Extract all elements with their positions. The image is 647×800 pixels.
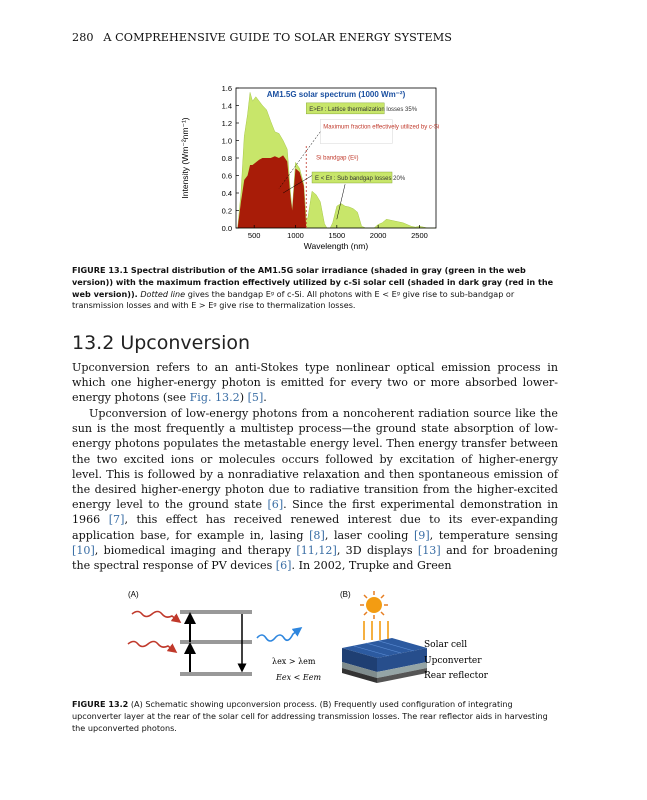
page-number: 280 xyxy=(72,31,94,44)
annotation-box-max xyxy=(320,120,392,144)
link-ref-9[interactable]: [9] xyxy=(413,528,430,542)
panel-a-label: (A) xyxy=(128,590,139,599)
caption-bold-text: Spectral distribution of the AM1.5G solar irradiance (shaded in gray (green in the web version)) with the maximum fraction effectively utilized by c-Si solar cell (shaded in dark gray (red in the web version)). xyxy=(72,265,554,299)
label-upconverter: Upconverter xyxy=(424,656,482,666)
para2-text-2: . Since the first experimental demonstration in 1966 xyxy=(72,498,558,527)
link-fig-13-2[interactable]: Fig. 13.2 xyxy=(189,391,240,405)
running-header xyxy=(72,31,452,44)
link-ref-11-12[interactable]: [11,12] xyxy=(296,543,337,557)
solar-cell-stack xyxy=(342,638,427,683)
link-ref-8[interactable]: [8] xyxy=(309,528,325,542)
paragraph-1: Upconversion refers to an anti-Stokes type nonlinear optical emission process in which one higher-energy photon is emitted for every two or more absorbed lower-energy photons (see Fig. 13.2) [5]. xyxy=(72,361,558,405)
paragraph-2 xyxy=(72,406,558,573)
caption-label: FIGURE 13.1 xyxy=(72,265,129,275)
y-tick-label: 0.2 xyxy=(221,206,232,216)
caption-italic-text: Dotted line xyxy=(140,288,186,299)
annotation-thermal: E>Eᵍ : Lattice thermalization losses 35% xyxy=(309,106,418,113)
y-tick-label: 1.2 xyxy=(221,119,232,128)
para2-text-1: Upconversion of low-energy photons from a noncoherent radiation source like the sun is the most frequently a multistep process—the ground state absorption of low-energy photons populates the metastable energy level. Then energy transfer between the two excited ions or molecules occurs followed by excitation of higher-energy level. This is followed by a nonradiative relaxation and then spontaneous emission of the desired higher-energy photon due to radiative transition from the higher-excited energy level to the ground state xyxy=(72,407,558,512)
emitted-photon-icon xyxy=(257,628,301,641)
y-tick-label: 0.4 xyxy=(221,189,232,198)
caption2-label: FIGURE 13.2 xyxy=(72,699,129,709)
chart-title: AM1.5G solar spectrum (1000 Wm⁻²) xyxy=(266,90,406,99)
y-tick-label: 0.0 xyxy=(221,224,232,233)
link-ref-10[interactable]: [10] xyxy=(72,543,95,557)
para2-text-9: . In 2002, Trupke and Green xyxy=(291,559,452,573)
y-axis-label: Intensity (Wm⁻²nm⁻¹) xyxy=(180,117,190,199)
y-tick-label: 1.0 xyxy=(221,136,232,146)
panel-b-label: (B) xyxy=(340,590,351,599)
link-ref-5[interactable]: [5] xyxy=(247,391,264,405)
caption-rest-text: gives the bandgap Eᵍ of c-Si. All photons with E < Eᵍ give rise to sub-bandgap or transmission losses and with E > Eᵍ give rise to thermalization losses. xyxy=(72,288,515,311)
label-solar-cell: Solar cell xyxy=(424,640,468,650)
para1-end: . xyxy=(263,391,267,405)
para2-text-8: and for broadening the spectral response of PV devices xyxy=(72,543,559,573)
x-tick-label: 2500 xyxy=(411,231,428,240)
incoming-photon-2-icon xyxy=(128,642,176,653)
x-tick-label: 1000 xyxy=(287,231,304,240)
link-ref-7[interactable]: [7] xyxy=(108,513,125,527)
energy-levels xyxy=(180,610,252,676)
section-title: 13.2 Upconversion xyxy=(72,332,251,354)
link-ref-6b[interactable]: [6] xyxy=(275,559,292,573)
figure-13-1-chart xyxy=(176,80,466,260)
incoming-photon-1-icon xyxy=(132,612,180,623)
label-rear-reflector: Rear reflector xyxy=(424,671,488,681)
figure-13-2-caption xyxy=(72,699,562,734)
wavelength-relation: λex > λem xyxy=(272,657,316,666)
y-tick-label: 0.8 xyxy=(221,154,232,163)
sunlight-rays xyxy=(364,621,388,640)
energy-relation: Eex < Eem xyxy=(276,673,322,682)
figure-13-2 xyxy=(92,588,532,693)
y-tick-label: 0.6 xyxy=(221,171,232,181)
para2-text-4: , laser cooling xyxy=(324,528,409,542)
x-axis-label: Wavelength (nm) xyxy=(303,241,369,251)
annotation-max-fraction: Maximum fraction effectively utilized by c-Si xyxy=(323,124,440,131)
x-tick-label: 500 xyxy=(247,231,261,240)
annotation-subbandgap: E < Eᵍ : Sub bandgap losses 20% xyxy=(315,176,406,182)
para2-text-5: , temperature sensing xyxy=(429,528,558,542)
link-ref-13[interactable]: [13] xyxy=(417,543,441,557)
para2-text-7: , 3D displays xyxy=(336,543,413,557)
para1-text: Upconversion refers to an anti-Stokes type nonlinear optical emission process in which one higher-energy photon is emitted for every two or more absorbed lower-energy photons (see xyxy=(72,361,558,405)
sun-icon xyxy=(360,591,388,619)
para2-text-6: , biomedical imaging and therapy xyxy=(94,543,292,557)
x-tick-label: 1500 xyxy=(328,231,346,240)
book-title: A COMPREHENSIVE GUIDE TO SOLAR ENERGY SYSTEMS xyxy=(103,31,453,44)
y-tick-label: 1.4 xyxy=(221,101,232,111)
annotation-si-bandgap: Si bandgap (Eᵍ) xyxy=(316,155,359,162)
para2-text-3: , this effect has received renewed interest due to its ever-expanding application base, for example in, lasing xyxy=(72,513,558,542)
x-tick-label: 2000 xyxy=(369,231,387,240)
link-ref-6[interactable]: [6] xyxy=(267,498,284,512)
y-tick-label: 1.6 xyxy=(221,84,232,93)
figure-13-1-caption xyxy=(72,265,560,312)
caption2-text: (A) Schematic showing upconversion process. (B) Frequently used configuration of integrating upconverter layer at the rear of the solar cell for addressing transmission losses. The rear reflector aids in harvesting the upconverted photons. xyxy=(72,699,548,733)
